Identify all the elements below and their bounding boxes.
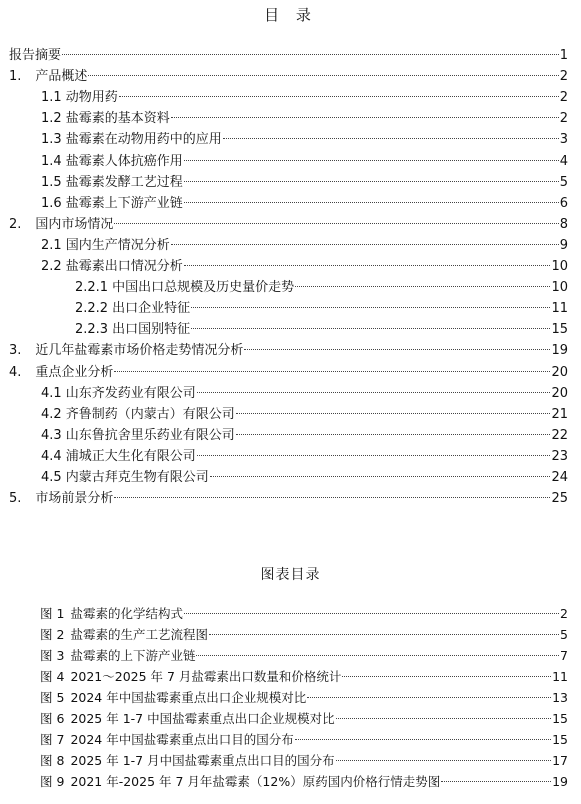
toc-entry-page: 3 [559,132,568,148]
toc-entry[interactable] [41,384,568,404]
toc-entry[interactable] [9,363,568,383]
toc-entry-page: 20 [551,364,568,380]
dot-leader [441,781,551,782]
toc-entry[interactable] [41,257,568,277]
toc-entry-number: 4.1 [41,385,62,401]
toc-entry-number: 1. [9,69,22,85]
toc-entry[interactable] [9,489,568,509]
toc-entry-page: 21 [551,406,568,422]
dot-leader [184,265,551,266]
toc-entry-number: 4.2 [41,406,62,422]
figure-entry-page: 15 [552,732,568,747]
toc-entry-number: 2.2.2 [75,301,109,317]
toc-entry[interactable] [41,152,568,172]
toc-entry[interactable] [41,88,568,108]
toc-entry-page: 1 [559,48,568,63]
toc-entry-title: 中国出口总规模及历史量价走势 [112,280,295,296]
toc-entry[interactable] [9,215,568,235]
toc-entry-title: 盐霉素发酵工艺过程 [65,174,183,190]
figure-entry[interactable] [40,688,568,708]
toc-entry-page: 8 [559,216,568,232]
toc-entry-page: 10 [551,280,568,296]
toc-entry-title: 齐鲁制药（内蒙古）有限公司 [65,406,235,422]
toc-entry-page: 6 [559,195,568,211]
figure-entry[interactable] [40,646,568,666]
figure-entry[interactable] [40,625,568,645]
figure-entry-page: 13 [552,690,568,705]
toc-entry-title: 国内生产情况分析 [65,237,170,253]
toc-entry[interactable] [41,236,568,256]
toc-entry-page: 2 [559,90,568,106]
toc-entry-title: 浦城正大生化有限公司 [65,448,196,464]
toc-entry-number: 4.4 [41,448,62,464]
dot-leader [196,655,559,656]
dot-leader [62,54,559,55]
toc-entry-title: 山东鲁抗舍里乐药业有限公司 [65,427,235,443]
figure-entry-page: 2 [560,606,568,621]
toc-entry-page: 2 [559,69,568,85]
figure-entry-number: 图 9 [40,774,65,789]
figure-entry[interactable] [40,667,568,687]
dot-leader [114,497,550,498]
toc-entry-number: 4.5 [41,470,62,485]
dot-leader [191,307,550,308]
dot-leader [88,75,558,76]
toc-entry-number: 1.1 [41,90,62,106]
figure-entry-title: 盐霉素的上下游产业链 [70,648,196,663]
figure-entry-title: 盐霉素的化学结构式 [70,606,183,621]
toc-entry[interactable] [41,405,568,425]
figure-entry-title: 盐霉素的生产工艺流程图 [70,627,208,642]
toc-entry-page: 24 [551,470,568,485]
toc-entry-page: 10 [551,259,568,274]
toc-entry[interactable] [75,299,568,319]
figure-entry-number: 图 5 [40,690,65,705]
dot-leader [295,739,551,740]
toc-entry[interactable] [75,320,568,340]
toc-entry-page: 9 [559,237,568,253]
toc-entry[interactable] [41,109,568,129]
toc-entry-title: 市场前景分析 [35,491,114,507]
dot-leader [336,718,552,719]
dot-leader [223,138,559,139]
toc-entry[interactable] [75,278,568,298]
toc-entry-page: 4 [559,153,568,169]
toc-entry-number: 1.2 [41,111,62,127]
toc-entry-page: 11 [551,301,568,317]
toc-entry[interactable] [41,173,568,193]
dot-leader [197,455,551,456]
toc-entry-page: 19 [551,343,568,359]
toc-entry-title: 近几年盐霉素市场价格走势情况分析 [35,343,244,359]
dot-leader [184,181,559,182]
dot-leader [210,476,551,477]
toc-entry-page: 2 [559,111,568,127]
toc-entry-title: 产品概述 [35,69,88,85]
toc-entry-number: 1.6 [41,195,62,211]
figure-entry[interactable] [40,709,568,729]
dot-leader [295,286,550,287]
dot-leader [236,413,551,414]
toc-entry-title: 山东齐发药业有限公司 [65,385,196,401]
dot-leader [236,434,551,435]
toc-entry-number: 2.2.3 [75,322,109,338]
figure-entry-number: 图 8 [40,753,65,768]
toc-entry-page: 23 [551,448,568,464]
figure-entry-page: 19 [552,774,568,789]
dot-leader [184,613,559,614]
toc-entry-page: 25 [551,491,568,507]
toc-entry-number: 1.5 [41,174,62,190]
toc-entry-page: 22 [551,427,568,443]
toc-entry-number: 2. [9,216,22,232]
toc-entry-title: 盐霉素的基本资料 [65,111,170,127]
toc-entry-title: 盐霉素人体抗癌作用 [65,153,183,169]
toc-entry-title: 动物用药 [65,90,118,106]
toc-entry-title: 盐霉素上下游产业链 [65,195,183,211]
figure-entry-number: 图 2 [40,627,65,642]
figure-entry-page: 17 [552,753,568,768]
toc-entry-title: 盐霉素在动物用药中的应用 [65,132,222,148]
figure-entry-title: 2021～2025 年 7 月盐霉素出口数量和价格统计 [70,669,342,684]
figure-entry-title: 2021 年-2025 年 7 月年盐霉素（12%）原药国内价格行情走势图 [70,774,441,789]
toc-entry-number: 1.3 [41,132,62,148]
figure-entry-page: 7 [560,648,568,663]
figure-entry-number: 图 7 [40,732,65,747]
figure-entry-title: 2025 年 1-7 中国盐霉素重点出口企业规模对比 [70,711,335,726]
dot-leader [184,202,559,203]
figure-entry-number: 图 6 [40,711,65,726]
toc-entry[interactable] [41,426,568,446]
toc-entry[interactable] [41,468,568,488]
dot-leader [114,223,558,224]
toc-entry-number: 5. [9,491,22,507]
toc-entry[interactable] [9,67,568,87]
dot-leader [197,392,551,393]
dot-leader [336,760,552,761]
figure-entry[interactable] [40,604,568,624]
figure-entry-page: 11 [552,669,568,684]
toc-entry[interactable] [41,194,568,214]
toc-entry-page: 5 [559,174,568,190]
dot-leader [184,160,559,161]
dot-leader [119,96,559,97]
dot-leader [191,328,550,329]
toc-entry[interactable] [41,447,568,467]
toc-entry-page: 15 [551,322,568,338]
dot-leader [244,349,550,350]
figure-entry-title: 2024 年中国盐霉素重点出口企业规模对比 [70,690,307,705]
figure-entry-page: 15 [552,711,568,726]
toc-entry-number: 2.2 [41,259,62,274]
toc-entry-title: 报告摘要 [9,48,62,63]
toc-entry-number: 4. [9,364,22,380]
dot-leader [171,117,559,118]
toc-entry-number: 3. [9,343,22,359]
figure-entry-title: 2024 年中国盐霉素重点出口目的国分布 [70,732,294,747]
figure-list-title: 图表目录 [260,567,321,583]
toc-entry-number: 2.1 [41,237,62,253]
toc-entry-title: 内蒙古拜克生物有限公司 [65,470,209,485]
dot-leader [171,244,559,245]
figure-entry-page: 5 [560,627,568,642]
toc-entry[interactable] [9,46,568,66]
figure-entry[interactable] [40,751,568,771]
figure-entry-number: 图 3 [40,648,65,663]
toc-entry-page: 20 [551,385,568,401]
toc-entry-title: 出口国别特征 [112,322,191,338]
dot-leader [209,634,559,635]
dot-leader [342,676,551,677]
toc-entry-title: 出口企业特征 [112,301,191,317]
figure-entry-number: 图 1 [40,606,65,621]
toc-entry-number: 2.2.1 [75,280,109,296]
toc-entry-title: 盐霉素出口情况分析 [65,259,183,274]
toc-title: 目 录 [264,6,317,24]
toc-entry-number: 4.3 [41,427,62,443]
dot-leader [307,697,551,698]
toc-entry-title: 重点企业分析 [35,364,114,380]
toc-entry[interactable] [9,341,568,361]
figure-entry-title: 2025 年 1-7 月中国盐霉素重点出口目的国分布 [70,753,335,768]
toc-entry-number: 1.4 [41,153,62,169]
figure-entry[interactable] [40,772,568,792]
figure-entry[interactable] [40,730,568,750]
figure-entry-number: 图 4 [40,669,65,684]
toc-entry[interactable] [41,130,568,150]
dot-leader [114,371,550,372]
toc-entry-title: 国内市场情况 [35,216,114,232]
